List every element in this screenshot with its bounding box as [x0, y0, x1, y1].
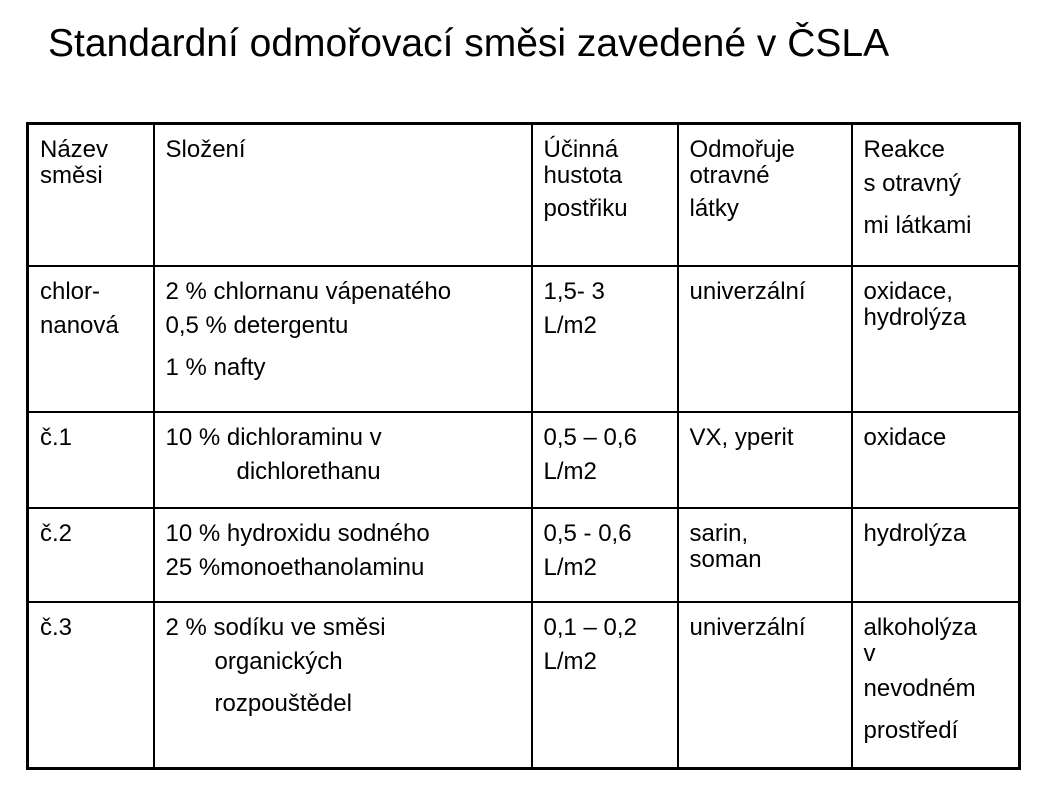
cell-density: [532, 602, 678, 768]
cell-line: 1 % nafty: [165, 354, 266, 382]
cell-line: univerzální: [689, 278, 806, 305]
cell-line: 25 %monoethanolaminu: [165, 554, 425, 582]
cell-line: postřiku: [543, 194, 628, 222]
cell-line: organických: [214, 648, 343, 676]
cell-line: 10 % dichloraminu v: [165, 424, 382, 451]
cell-reaction: [852, 266, 1020, 412]
cell-line: 0,1 – 0,2: [543, 614, 637, 641]
cell-line: v: [863, 640, 876, 668]
cell-line: sarin,: [689, 520, 749, 547]
cell-composition: [154, 412, 532, 508]
cell-line: L/m2: [543, 312, 597, 340]
cell-name: [28, 266, 154, 412]
cell-line: chlor-: [40, 278, 101, 305]
cell-line: 0,5 - 0,6: [543, 520, 632, 547]
cell-line: 1,5- 3: [543, 278, 605, 305]
cell-line: 0,5 % detergentu: [165, 312, 349, 340]
cell-name: [28, 508, 154, 602]
cell-line: hydrolýza: [863, 304, 967, 332]
cell-agents: [678, 412, 852, 508]
cell-line: dichlorethanu: [236, 458, 381, 486]
cell-line: otravné: [689, 162, 770, 190]
cell-agents: [678, 602, 852, 768]
cell-line: Složení: [165, 136, 246, 163]
page-title: Standardní odmořovací směsi zavedené v ČSLA: [48, 22, 890, 65]
cell-line: č.2: [40, 520, 73, 547]
cell-line: L/m2: [543, 458, 597, 486]
cell-agents: [678, 266, 852, 412]
table-row: [28, 412, 1020, 508]
cell-line: nevodném: [863, 674, 976, 702]
cell-line: směsi: [40, 162, 103, 190]
cell-composition: [154, 602, 532, 768]
table-row: [28, 266, 1020, 412]
cell-density: [532, 266, 678, 412]
cell-reaction: [852, 508, 1020, 602]
cell-reaction: [852, 602, 1020, 768]
header-cell-composition: [154, 124, 532, 267]
cell-line: L/m2: [543, 648, 597, 676]
cell-line: 0,5 – 0,6: [543, 424, 637, 451]
cell-composition: [154, 266, 532, 412]
cell-name: [28, 602, 154, 768]
cell-line: hydrolýza: [863, 520, 967, 547]
cell-density: [532, 412, 678, 508]
table-header-row: [28, 124, 1020, 267]
cell-reaction: [852, 412, 1020, 508]
cell-line: 10 % hydroxidu sodného: [165, 520, 430, 547]
header-cell-density: [532, 124, 678, 267]
cell-line: soman: [689, 546, 762, 574]
header-cell-name: [28, 124, 154, 267]
cell-line: č.3: [40, 614, 73, 641]
cell-composition: [154, 508, 532, 602]
cell-line: rozpouštědel: [214, 690, 352, 718]
cell-line: Účinná: [543, 136, 619, 163]
header-cell-agents: [678, 124, 852, 267]
cell-line: Reakce: [863, 136, 945, 163]
cell-line: 2 % sodíku ve směsi: [165, 614, 386, 641]
header-cell-reaction: [852, 124, 1020, 267]
cell-agents: [678, 508, 852, 602]
cell-line: univerzální: [689, 614, 806, 641]
cell-line: s otravný: [863, 170, 961, 198]
cell-line: mi látkami: [863, 212, 972, 240]
table-row: [28, 602, 1020, 768]
cell-line: nanová: [40, 312, 119, 340]
cell-line: VX, yperit: [689, 424, 794, 451]
cell-line: látky: [689, 194, 739, 222]
cell-density: [532, 508, 678, 602]
cell-line: č.1: [40, 424, 73, 451]
cell-line: Název: [40, 136, 109, 163]
cell-line: hustota: [543, 162, 623, 190]
cell-name: [28, 412, 154, 508]
cell-line: oxidace: [863, 424, 947, 451]
table-row: [28, 508, 1020, 602]
mixtures-table: [26, 122, 1021, 770]
cell-line: 2 % chlornanu vápenatého: [165, 278, 452, 305]
cell-line: alkoholýza: [863, 614, 977, 641]
cell-line: L/m2: [543, 554, 597, 582]
cell-line: oxidace,: [863, 278, 953, 305]
cell-line: prostředí: [863, 716, 959, 744]
cell-line: Odmořuje: [689, 136, 795, 163]
